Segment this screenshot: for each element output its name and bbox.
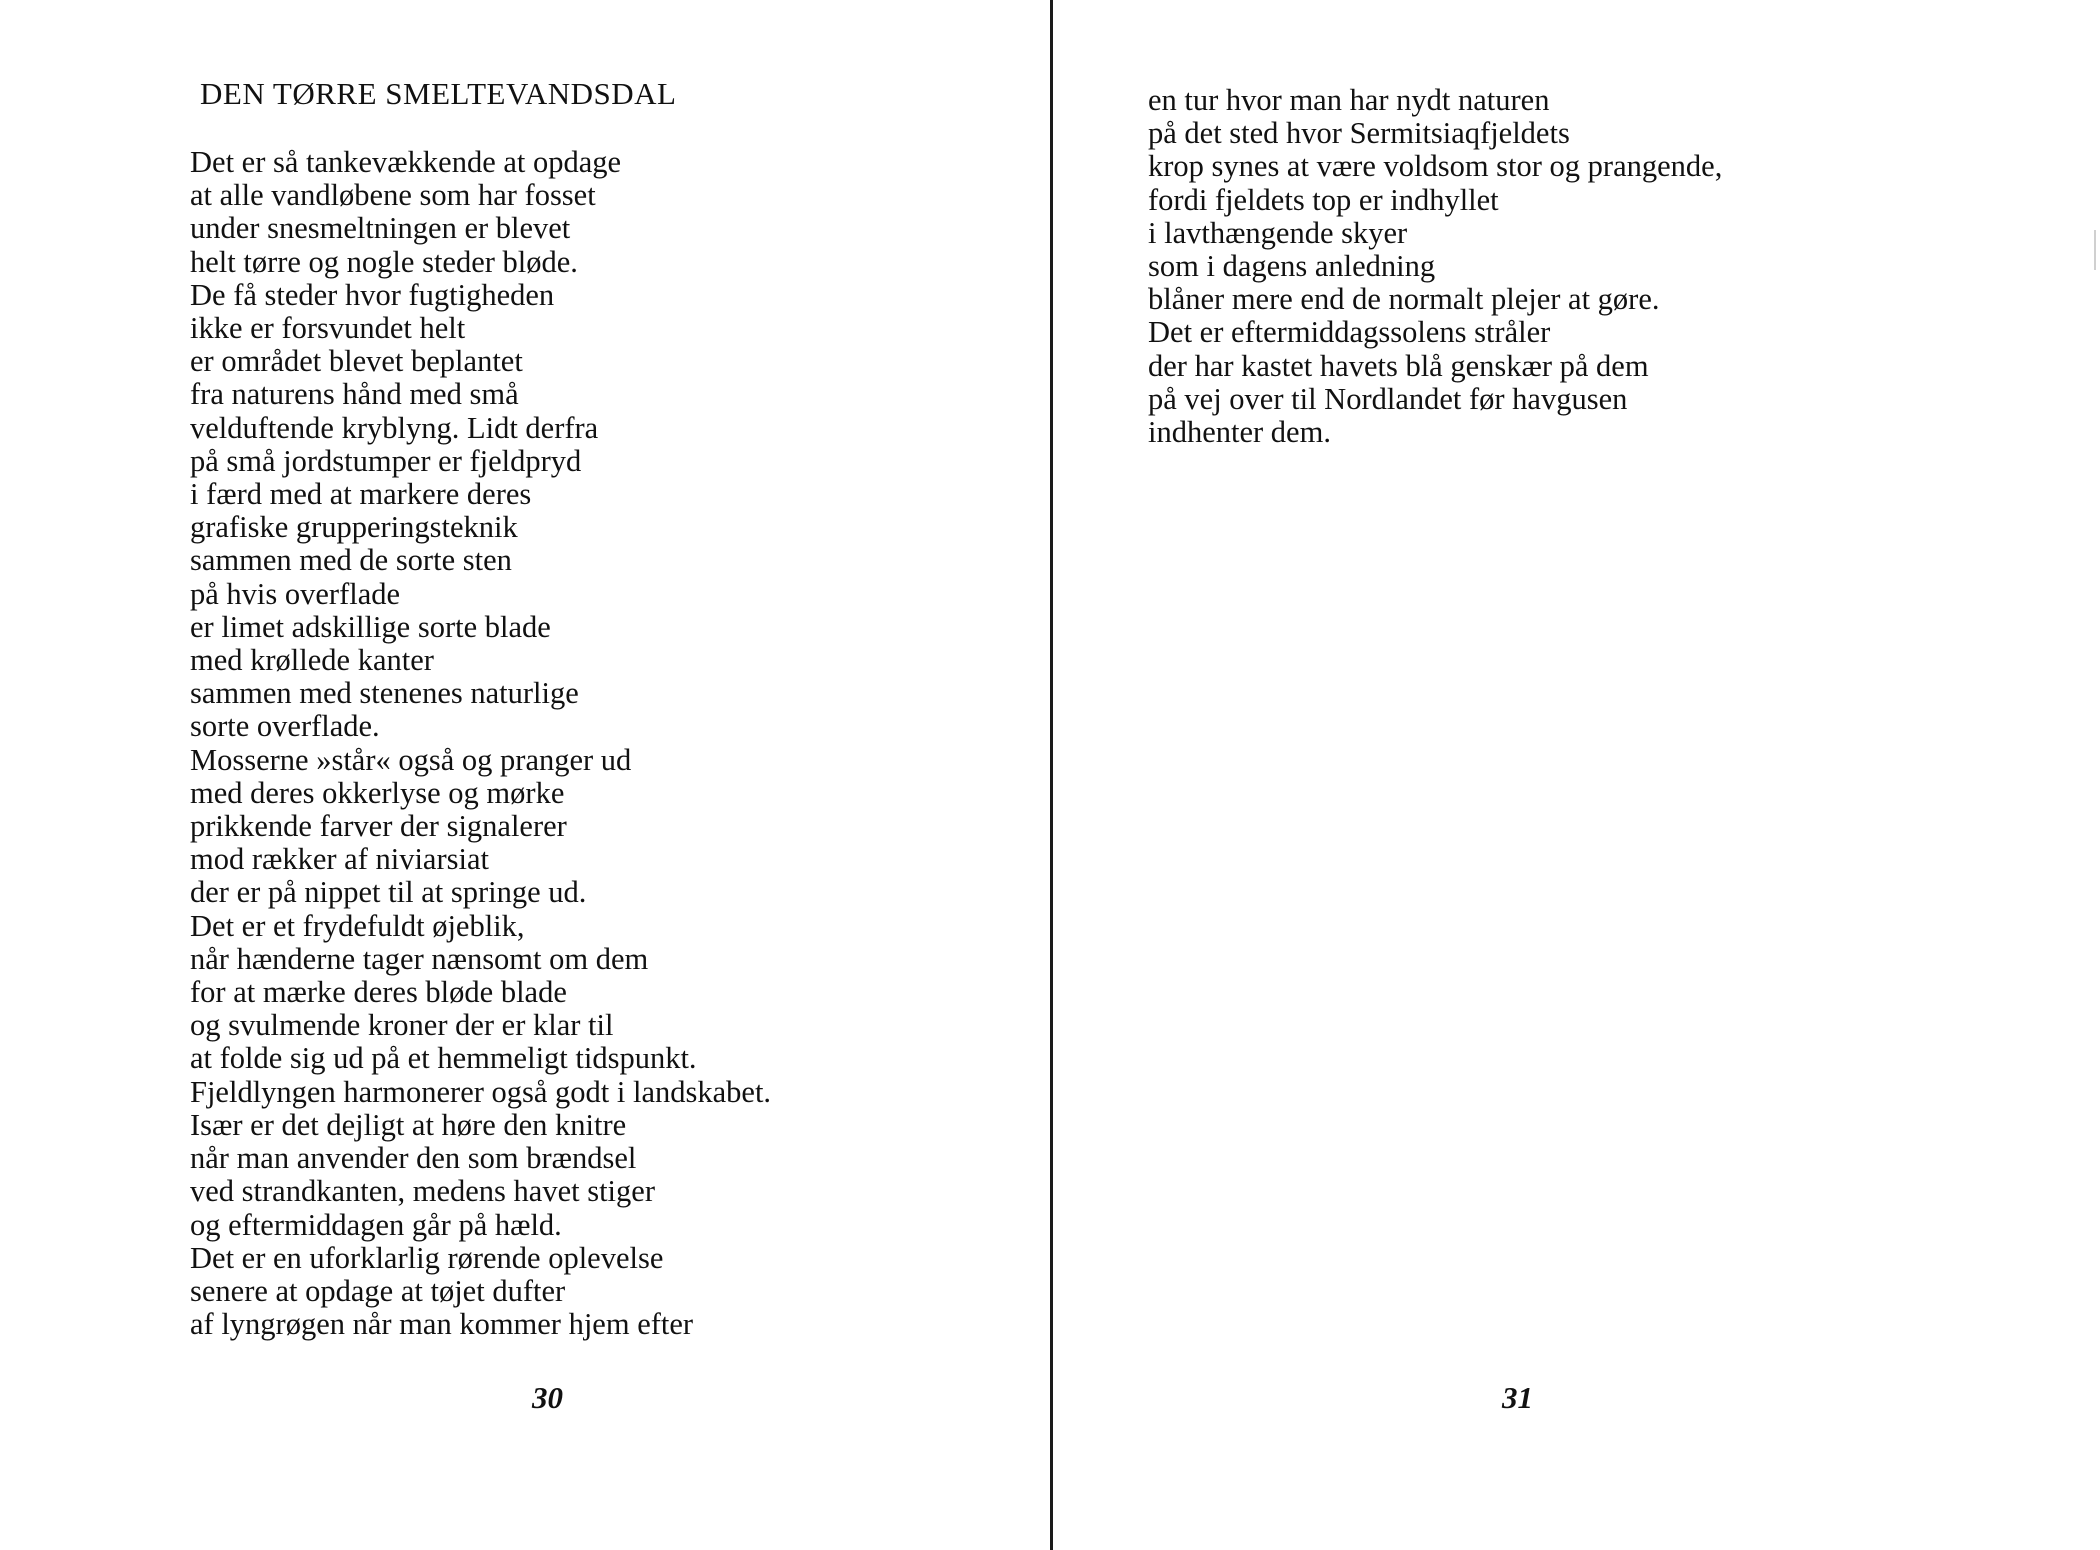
poem-line: Det er eftermiddagssolens stråler [1148,315,1551,350]
poem-line: en tur hvor man har nydt naturen [1148,83,1550,117]
poem-line: og eftermiddagen går på hæld. [190,1207,562,1242]
poem-line: af lyngrøgen når man kommer hjem efter [190,1307,694,1342]
book-gutter [1050,0,1053,1550]
poem-line: som i dagens anledning [1148,249,1436,284]
poem-line: Mosserne »står« også og pranger ud [190,742,632,777]
poem-line: der har kastet havets blå genskær på dem [1148,348,1649,383]
poem-line: på vej over til Nordlandet før havgusen [1148,381,1628,416]
poem-line: fordi fjeldets top er indhyllet [1148,182,1499,217]
scan-edge-mark [2094,230,2096,270]
poem-line: for at mærke deres bløde blade [190,975,567,1010]
right-page [1054,0,2100,1550]
poem-line: senere at opdage at tøjet dufter [190,1273,566,1308]
poem-line: mod rækker af niviarsiat [190,842,489,877]
poem-line: Det er en uforklarlig rørende oplevelse [190,1240,664,1275]
poem-line: på hvis overflade [190,576,401,611]
poem-line: med krøllede kanter [190,643,434,678]
poem-line: med deres okkerlyse og mørke [190,775,565,810]
poem-line: indhenter dem. [1148,415,1331,450]
right-poem-text [1148,84,1722,449]
poem-line: Fjeldlyngen harmonerer også godt i landskabet. [190,1074,772,1109]
page-number-left: 30 [532,1380,563,1415]
poem-line: når hænderne tager nænsomt om dem [190,941,649,976]
poem-line: er limet adskillige sorte blade [190,609,551,644]
poem-line: under snesmeltningen er blevet [190,211,571,246]
poem-line: helt tørre og nogle steder bløde. [190,244,578,279]
poem-line: blåner mere end de normalt plejer at gøre. [1148,282,1660,317]
poem-line: De få steder hvor fugtigheden [190,277,555,312]
poem-line: Det er et frydefuldt øjeblik, [190,908,525,943]
poem-line: at alle vandløbene som har fosset [190,178,596,213]
poem-line: velduftende kryblyng. Lidt derfra [190,410,599,445]
poem-line: sammen med de sorte sten [190,543,512,578]
poem-line: der er på nippet til at springe ud. [190,875,587,910]
poem-line: sorte overflade. [190,709,380,744]
poem-line: sammen med stenenes naturlige [190,676,579,711]
poem-line: krop synes at være voldsom stor og prangende, [1148,149,1723,184]
poem-line: grafiske grupperingsteknik [190,510,518,545]
poem-line: på små jordstumper er fjeldpryd [190,443,582,478]
page-number-right: 31 [1502,1380,1533,1415]
poem-line: når man anvender den som brændsel [190,1141,637,1176]
poem-line: er området blevet beplantet [190,344,523,379]
left-poem-text [190,146,771,1341]
poem-line: ved strandkanten, medens havet stiger [190,1174,655,1209]
poem-line: ikke er forsvundet helt [190,311,466,346]
poem-line: Det er så tankevækkende at opdage [190,145,622,179]
poem-line: og svulmende kroner der er klar til [190,1008,614,1043]
poem-line: fra naturens hånd med små [190,377,519,412]
poem-line: prikkende farver der signalerer [190,809,567,844]
poem-line: i lavthængende skyer [1148,215,1408,250]
poem-line: på det sted hvor Sermitsiaqfjeldets [1148,116,1570,151]
poem-line: at folde sig ud på et hemmeligt tidspunkt. [190,1041,697,1076]
poem-line: Især er det dejligt at høre den knitre [190,1107,627,1142]
poem-title: DEN TØRRE SMELTEVANDSDAL [200,76,677,111]
poem-line: i færd med at markere deres [190,477,532,512]
